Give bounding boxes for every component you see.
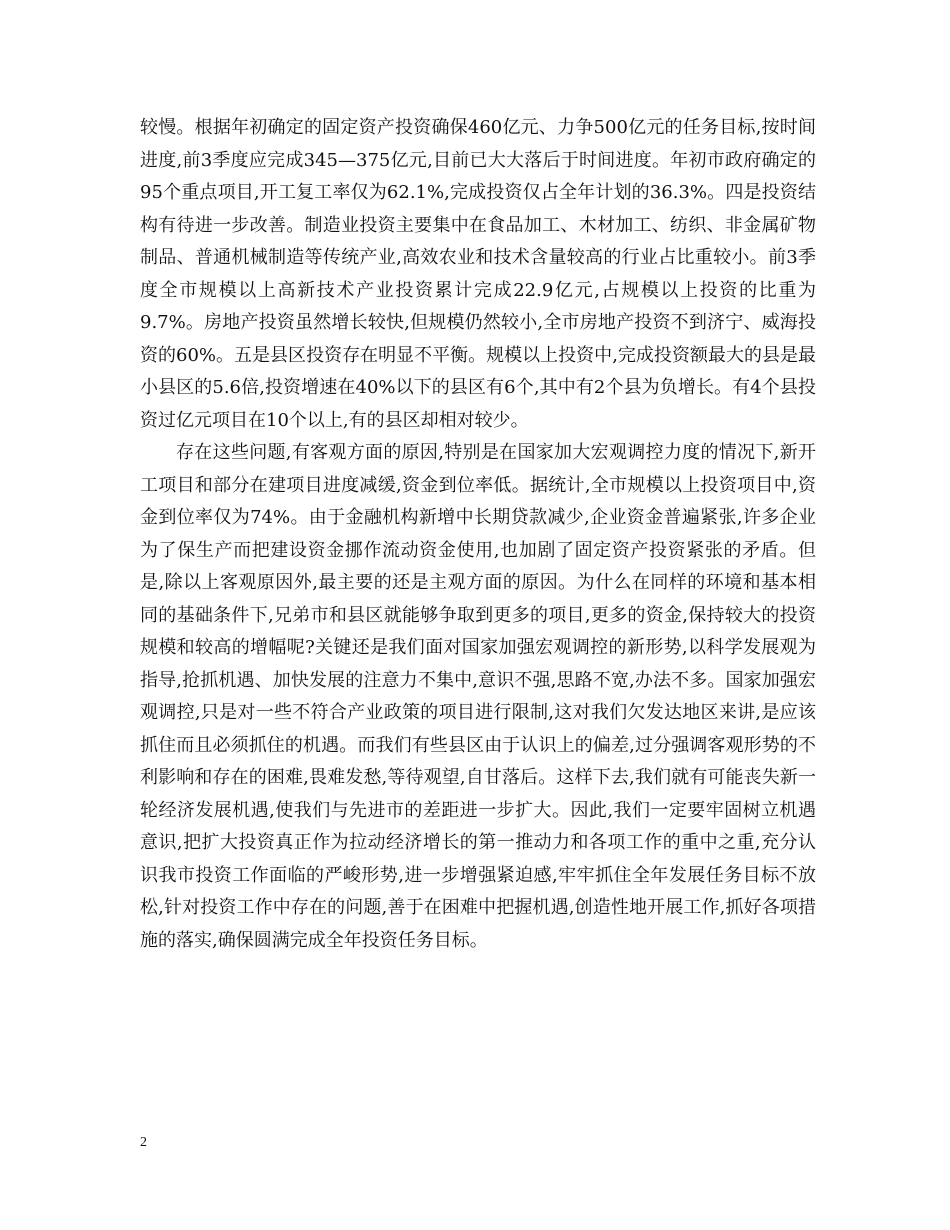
- page-number: 2: [140, 1135, 147, 1150]
- document-body: [140, 112, 816, 957]
- body-paragraph-2: 存在这些问题,有客观方面的原因,特别是在国家加大宏观调控力度的情况下,新开工项目和部分在建项目进度减缓,资金到位率低。据统计,全市规模以上投资项目中,资金到位率仅为74%。由于金融机构新增中长期贷款减少,企业资金普遍紧张,许多企业为了保生产而把建设资金挪作流动资金使用,也加剧了固定资产投资紧张的矛盾。但是,除以上客观原因外,最主要的还是主观方面的原因。为什么在同样的环境和基本相同的基础条件下,兄弟市和县区就能够争取到更多的项目,更多的资金,保持较大的投资规模和较高的增幅呢?关键还是我们面对国家加强宏观调控的新形势,以科学发展观为指导,抢抓机遇、加快发展的注意力不集中,意识不强,思路不宽,办法不多。国家加强宏观调控,只是对一些不符合产业政策的项目进行限制,这对我们欠发达地区来讲,是应该抓住而且必须抓住的机遇。而我们有些县区由于认识上的偏差,过分强调客观形势的不利影响和存在的困难,畏难发愁,等待观望,自甘落后。这样下去,我们就有可能丧失新一轮经济发展机遇,使我们与先进市的差距进一步扩大。因此,我们一定要牢固树立机遇意识,把扩大投资真正作为拉动经济增长的第一推动力和各项工作的重中之重,充分认识我市投资工作面临的严峻形势,进一步增强紧迫感,牢牢抓住全年发展任务目标不放松,针对投资工作中存在的问题,善于在困难中把握机遇,创造性地开展工作,抓好各项措施的落实,确保圆满完成全年投资任务目标。: [140, 442, 816, 951]
- body-paragraph-1: 较慢。根据年初确定的固定资产投资确保460亿元、力争500亿元的任务目标,按时间进度,前3季度应完成345—375亿元,目前已大大落后于时间进度。年初市政府确定的95个重点项目,开工复工率仅为62.1%,完成投资仅占全年计划的36.3%。四是投资结构有待进一步改善。制造业投资主要集中在食品加工、木材加工、纺织、非金属矿物制品、普通机械制造等传统产业,高效农业和技术含量较高的行业占比重较小。前3季度全市规模以上高新技术产业投资累计完成22.9亿元,占规模以上投资的比重为9.7%。房地产投资虽然增长较快,但规模仍然较小,全市房地产投资不到济宁、威海投资的60%。五是县区投资存在明显不平衡。规模以上投资中,完成投资额最大的县是最小县区的5.6倍,投资增速在40%以下的县区有6个,其中有2个县为负增长。有4个县投资过亿元项目在10个以上,有的县区却相对较少。: [140, 117, 816, 431]
